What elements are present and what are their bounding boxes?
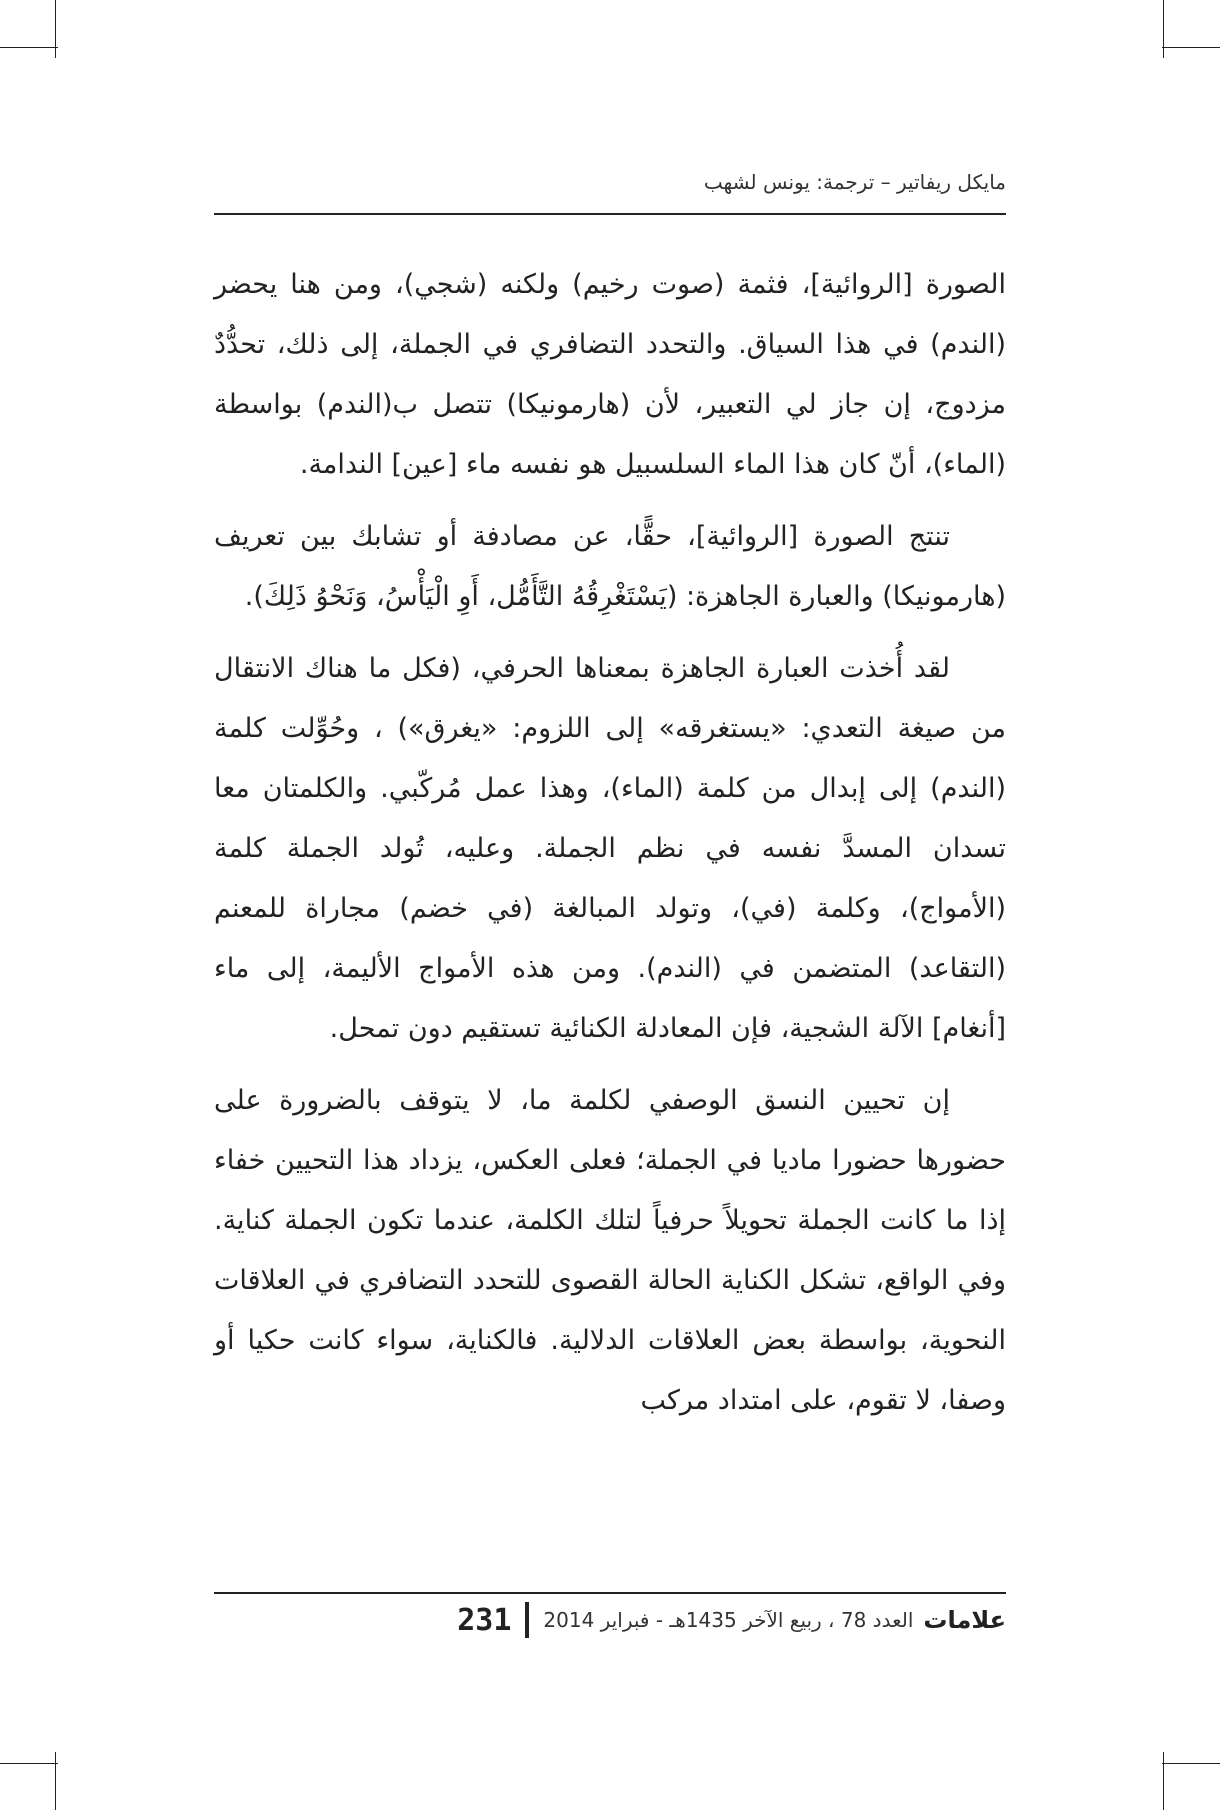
- crop-mark-bottom-right-vertical: [1163, 1752, 1164, 1810]
- footer-separator: [525, 1602, 529, 1638]
- crop-mark-top-left-vertical: [55, 0, 56, 58]
- paragraph: تنتج الصورة [الروائية]، حقًّا، عن مصادفة أو تشابك بين تعريف (هارمونيكا) والعبارة الجاهزة: (يَسْتَغْرِقُهُ التَّأَمُّل، أَوِ الْيَأْسُ، وَنَحْوُ ذَلِكَ).: [214, 521, 1006, 612]
- paragraph: إن تحيين النسق الوصفي لكلمة ما، لا يتوقف بالضرورة على حضورها حضورا ماديا في الجملة؛ فعلى العكس، يزداد هذا التحيين خفاء إذا ما كانت الجملة تحويلاً حرفياً لتلك الكلمة، عندما تكون الجملة كناية. وفي الواقع، تشكل الكناية الحالة القصوى للتحدد التضافري في العلاقات النحوية، بواسطة بعض العلاقات الدلالية. فالكناية، سواء كانت حكيا أو وصفا، لا تقوم، على امتداد مركب: [214, 1085, 1006, 1416]
- journal-logo: علامات: [923, 1606, 1006, 1634]
- crop-mark-top-right-vertical: [1163, 0, 1164, 58]
- issue-info: العدد 78 ، ربيع الآخر 1435هـ - فبراير 2014: [543, 1608, 914, 1632]
- paragraph: لقد أُخذت العبارة الجاهزة بمعناها الحرفي، (فكل ما هناك الانتقال من صيغة التعدي: «يستغرقه» إلى اللزوم: «يغرق») ، وحُوِّلت كلمة (الندم) إلى إبدال من كلمة (الماء)، وهذا عمل مُركّبي. والكلمتان معا تسدان المسدَّ نفسه في نظم الجملة. وعليه، تُولد الجملة كلمة (الأمواج)، وكلمة (في)، وتولد المبالغة (في خضم) مجاراة للمعنم (التقاعد) المتضمن في (الندم). ومن هذه الأمواج الأليمة، إلى ماء [أنغام] الآلة الشجية، فإن المعادلة الكنائية تستقيم دون تمحل.: [214, 653, 1006, 1044]
- article-body: [214, 255, 1006, 1443]
- page-footer: [214, 1598, 1006, 1642]
- header-rule: [214, 213, 1006, 215]
- page-number: 231: [457, 1602, 512, 1638]
- paragraph: الصورة [الروائية]، فثمة (صوت رخيم) ولكنه (شجي)، ومن هنا يحضر (الندم) في هذا السياق. والتحدد التضافري في الجملة، إلى ذلك، تحدُّدٌ مزدوج، إن جاز لي التعبير، لأن (هارمونيكا) تتصل ب(الندم) بواسطة (الماء)، أنّ كان هذا الماء السلسبيل هو نفسه ماء [عين] الندامة.: [214, 269, 1006, 480]
- crop-mark-top-right-horizontal: [1162, 47, 1220, 48]
- crop-mark-top-left-horizontal: [0, 47, 58, 48]
- footer-rule: [214, 1592, 1006, 1594]
- crop-mark-bottom-left-vertical: [55, 1752, 56, 1810]
- crop-mark-bottom-left-horizontal: [0, 1763, 58, 1764]
- running-header: [214, 170, 1006, 214]
- crop-mark-bottom-right-horizontal: [1162, 1763, 1220, 1764]
- running-title: مايكل ريفاتير – ترجمة: يونس لشهب: [703, 170, 1006, 194]
